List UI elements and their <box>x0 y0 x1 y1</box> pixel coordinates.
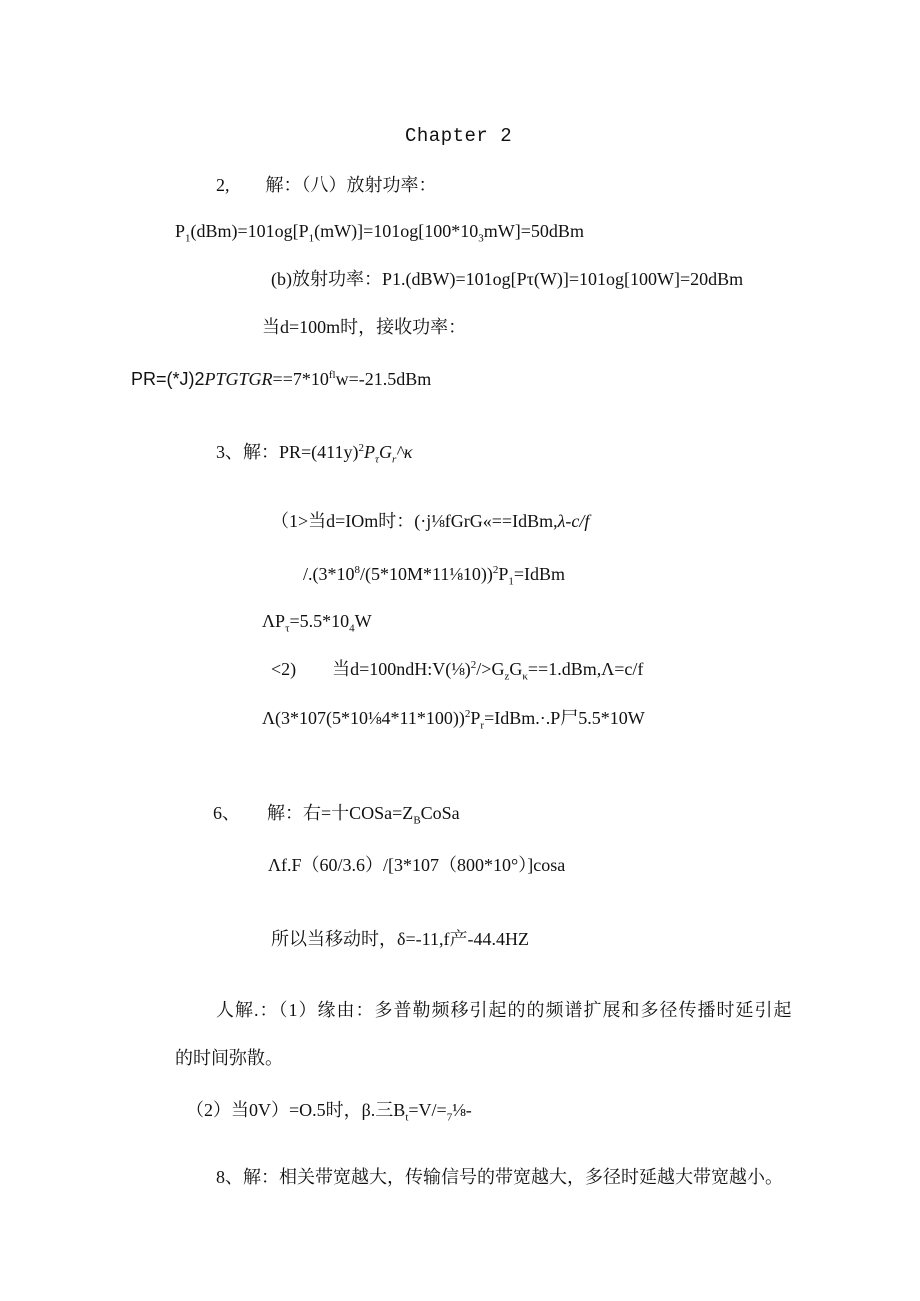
q2-received-power-label: 当d=100m时，接收功率： <box>262 317 467 337</box>
q3-case2-condition: <2) 当$d=100ndH:V(\frac{1}{8})^2/>G_zG_\kappa==1.dBm,\Lambda=c/f$ <box>271 659 644 683</box>
q6-conclusion: 所以当移动时，δ=-11,f产-44.4HZ <box>271 929 529 949</box>
q8-answer: 8、解：相关带宽越大，传输信号的带宽越大，多径时延越大带宽越小。 <box>216 1167 783 1187</box>
q7-reason-line1: 人解.：（1）缘由：多普勒频移引起的的频谱扩展和多径传播时延引起 <box>216 1000 793 1020</box>
q6-doppler-formula: Λf.F（60/3.6）/[3*107（800*10°）]cosa <box>268 855 566 875</box>
q3-case2-result: $\Lambda(3*107(5*10\frac{1}{8}4*11*100))^2P_r=IdBm.\cdot.P$尸5.5*10W <box>262 708 645 732</box>
q3-case1-result: $\Lambda P_\tau=5.5*10_4W$ <box>262 611 372 635</box>
q3-header: 3、解：$PR=(411y)^2P_\tau G_r\^{}\kappa$ <box>216 442 413 466</box>
page-title: Chapter 2 <box>405 125 513 147</box>
q7-part2: （2）当0V）=O.5时，β.三$B_t=V/=_7\frac{1}{8}-$ <box>186 1100 472 1124</box>
q2-formula-dbm: $P_1(dBm)=101og[P_1(mW)]=101og[100*10_3mW]=50dBm$ <box>175 221 584 245</box>
q6-header: 6、 解：右=十$COSa=Z_BCoSa$ <box>213 803 460 827</box>
q2-formula-dbw: (b)放射功率：P1.(dBW)=101og[Pτ(W)]=101og[100W]=20dBm <box>271 269 744 289</box>
q2-header: 2, 解：（八）放射功率： <box>216 175 437 195</box>
q3-case1-equation: $/.(3*10^8/(5*10M*11\frac{1}{8}10))^2P_1=IdBm$ <box>303 564 565 588</box>
q2-received-power-formula: $PR=(*J)2PTGTGR==7*10^{fl}w=-21.5dBm$ <box>131 369 432 389</box>
q3-case1-condition: （1>当d=IOm时：(·j⅛fGrG«==IdBm,λ-c/f <box>271 511 590 531</box>
q7-reason-line2: 的时间弥散。 <box>175 1048 283 1068</box>
